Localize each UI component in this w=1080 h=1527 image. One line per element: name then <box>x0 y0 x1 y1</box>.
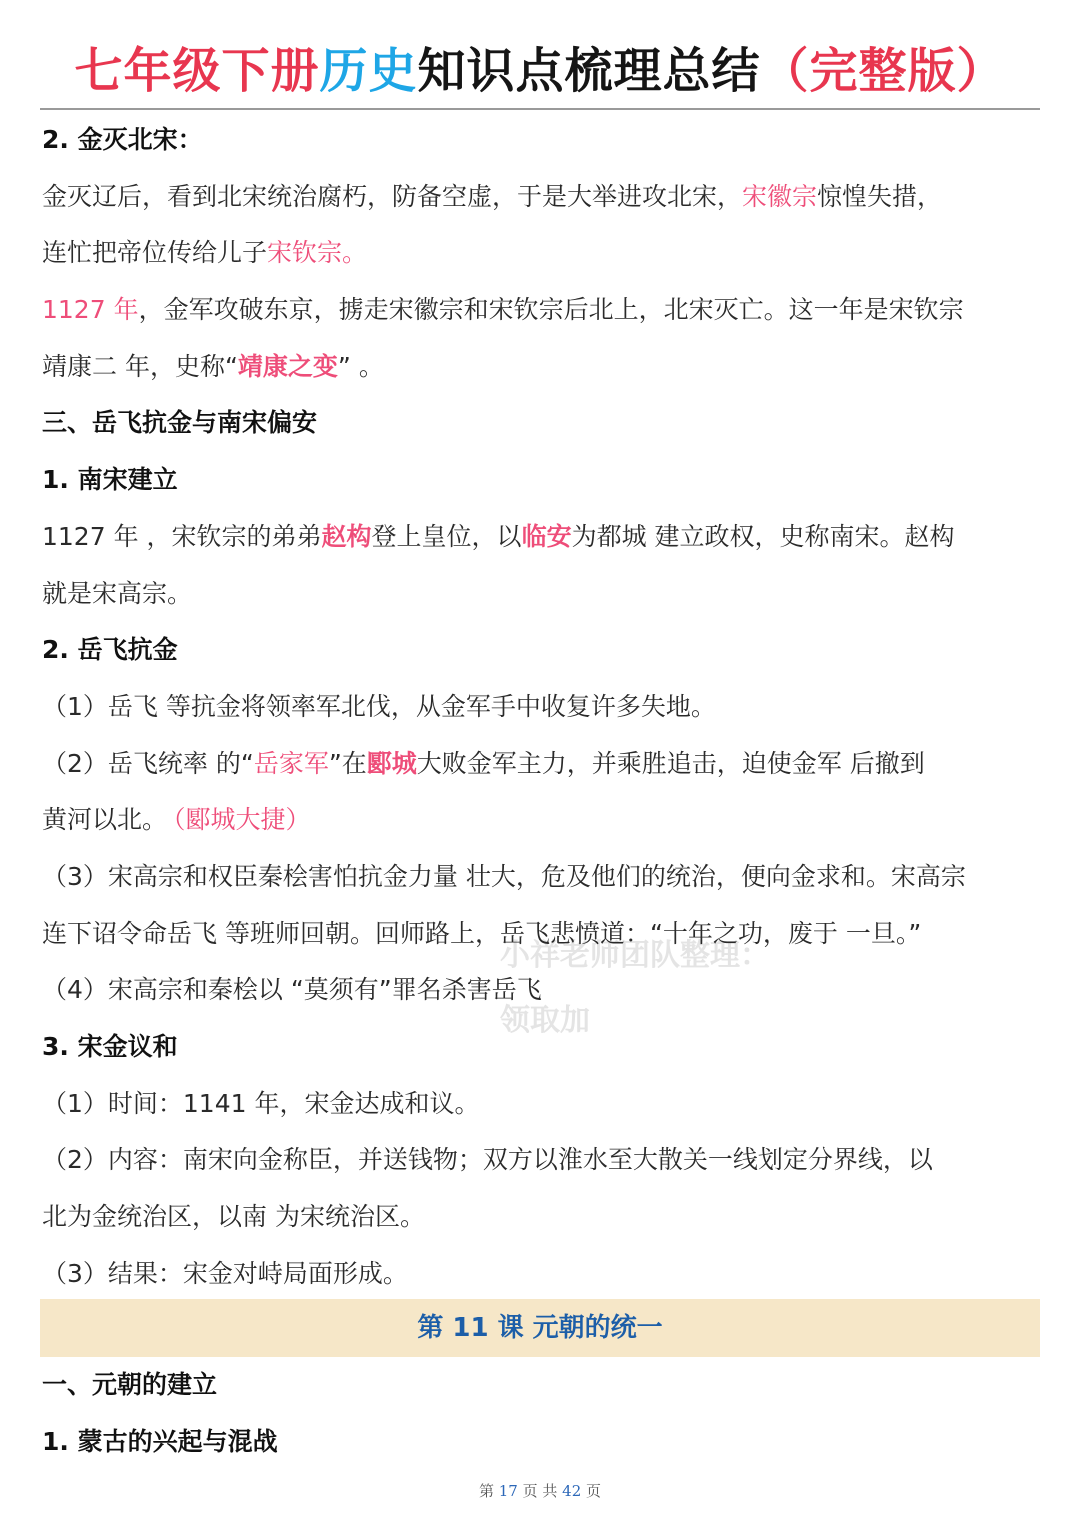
main-content <box>42 112 1042 1302</box>
text-span: 金灭辽后，看到北宋统治腐朽，防备空虚，于是大举进攻北宋， <box>42 181 743 211</box>
text-span: 1127 年 ，宋钦宗的弟弟 <box>42 521 322 551</box>
watermark-line2: 领取加 <box>500 1003 590 1038</box>
watermark-line1: 小祥老师团队整理： <box>500 938 770 973</box>
paragraph-line <box>42 339 1042 396</box>
text-span: ，金军攻破东京，掳走宋徽宗和宋钦宗后北上，北宋灭亡。这一年是宋钦宗 <box>138 295 964 325</box>
highlight-yancheng: 郾城 <box>366 748 417 778</box>
heading-southern-song: 1. 南宋建立 <box>42 465 178 495</box>
text-span: 连忙把帝位传给儿子 <box>42 238 268 268</box>
paragraph-line <box>42 225 1042 282</box>
highlight-yancheng-victory: （郾城大捷） <box>173 805 311 835</box>
list-item <box>42 736 1042 793</box>
lesson-title-bar: 第 11 课 元朝的统一 <box>40 1299 1040 1357</box>
paragraph-line <box>42 282 1042 339</box>
heading-peace-treaty: 3. 宋金议和 <box>42 1032 178 1061</box>
highlight-linan: 临安 <box>521 521 572 551</box>
list-item <box>42 792 1042 849</box>
paragraph-line <box>42 509 1042 566</box>
title-part-grade: 七年级下册 <box>74 43 320 99</box>
list-item: （4）宋高宗和秦桧以 “莫须有”罪名杀害岳飞 <box>42 975 542 1005</box>
paragraph-line: 就是宋高宗。 <box>42 578 193 608</box>
title-part-subject: 历史 <box>319 43 418 99</box>
footer-text: 第 <box>478 1482 494 1500</box>
list-item: （1）岳飞 等抗金将领率军北伐，从金军手中收复许多失地。 <box>42 691 716 721</box>
text-span: ”在 <box>328 748 367 778</box>
title-part-summary: 知识点梳理总结 <box>417 43 761 99</box>
heading-yuan-founding: 一、元朝的建立 <box>42 1370 218 1399</box>
highlight-yue-army: 岳家军 <box>253 748 329 778</box>
paragraph-line <box>42 169 1042 226</box>
heading-yuefei-section: 三、岳飞抗金与南宋偏安 <box>42 408 318 438</box>
footer-text: 页 <box>586 1482 602 1500</box>
text-span: 大败金军主力，并乘胜追击，迫使金军 后撤到 <box>416 748 925 778</box>
list-item: （3）宋高宗和权臣秦桧害怕抗金力量 壮大，危及他们的统治，便向金求和。宋高宗 <box>42 861 966 891</box>
title-divider <box>40 108 1040 110</box>
heading-mongol-rise: 1. 蒙古的兴起与混战 <box>42 1426 278 1456</box>
text-span: （2）岳飞统率 的“ <box>42 748 254 778</box>
list-item: （1）时间：1141 年，宋金达成和议。 <box>42 1088 480 1118</box>
text-span: ” 。 <box>337 351 384 381</box>
lesson-content <box>42 1357 1042 1470</box>
page-footer <box>0 1480 1080 1501</box>
text-span: 黄河以北。 <box>42 805 168 835</box>
highlight-huizong: 宋徽宗 <box>742 181 818 211</box>
text-span: 靖康二 年，史称“ <box>42 351 238 381</box>
highlight-qinzong: 宋钦宗。 <box>267 238 368 268</box>
text-span: 登上皇位，以 <box>371 521 522 551</box>
list-item: 连下诏令命岳飞 等班师回朝。回师路上，岳飞悲愤道：“十年之功，废于 一旦。” <box>42 918 922 948</box>
highlight-zhaogou: 赵构 <box>321 521 372 551</box>
highlight-jingkang: 靖康之变 <box>237 351 338 381</box>
text-span: 惊惶失措， <box>817 181 943 211</box>
heading-jin-destroys-song: 2. 金灭北宋： <box>42 125 203 154</box>
footer-text: 页 共 <box>522 1482 558 1500</box>
page-title <box>0 40 1080 102</box>
text-span: 为都城 建立政权，史称南宋。赵构 <box>571 521 955 551</box>
highlight-year-1127: 1127 年 <box>42 295 139 325</box>
heading-yuefei-resistance: 2. 岳飞抗金 <box>42 635 178 665</box>
title-part-edition: （完整版） <box>760 43 1006 99</box>
page-number: 17 <box>498 1482 518 1500</box>
list-item: （2）内容：南宋向金称臣，并送钱物；双方以淮水至大散关一线划定分界线，以 <box>42 1145 933 1175</box>
total-pages: 42 <box>562 1482 582 1500</box>
list-item: 北为金统治区，以南 为宋统治区。 <box>42 1202 425 1232</box>
list-item: （3）结果：宋金对峙局面形成。 <box>42 1258 408 1288</box>
